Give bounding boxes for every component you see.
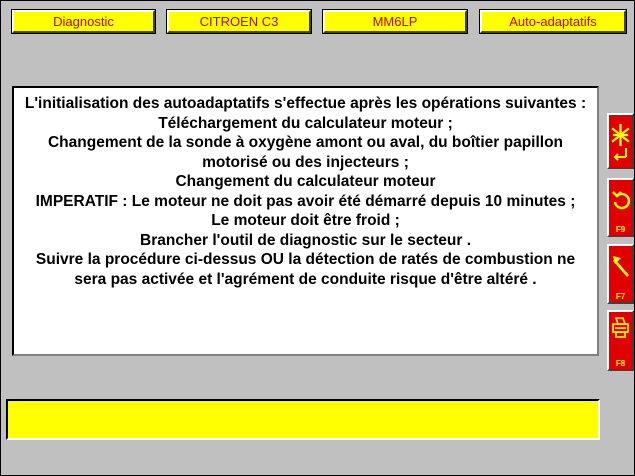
message-line: IMPERATIF : Le moteur ne doit pas avoir été démarré depuis 10 minutes ; xyxy=(35,192,576,210)
status-bar xyxy=(6,399,600,440)
print-button[interactable] xyxy=(607,310,634,371)
f8-key-label: F8 xyxy=(615,359,626,368)
print-icon xyxy=(609,312,632,356)
tab-vehicle[interactable]: CITROEN C3 xyxy=(167,10,311,33)
message-line: Brancher l'outil de diagnostic sur le secteur . xyxy=(140,231,471,249)
message-line: Suivre la procédure ci-dessus OU la détection de ratés de combustion ne sera pas activée et l'agrément de conduite risque d'être altéré . xyxy=(35,251,576,288)
tab-diagnostic[interactable]: Diagnostic xyxy=(12,10,155,33)
tab-auto-adaptatifs[interactable]: Auto-adaptatifs xyxy=(480,10,626,33)
f9-key-label: F9 xyxy=(615,225,626,234)
undo-button[interactable] xyxy=(607,178,634,237)
message-line: Changement du calculateur moteur xyxy=(175,173,436,190)
message-line: Téléchargement du calculateur moteur ; xyxy=(158,114,453,132)
select-button[interactable] xyxy=(607,244,634,304)
f7-key-label: F7 xyxy=(615,292,626,301)
escape-button[interactable] xyxy=(607,113,634,169)
tab-ecu[interactable]: MM6LP xyxy=(323,10,467,33)
escape-icon xyxy=(609,115,632,167)
message-line: Changement de la sonde à oxygène amont ou aval, du boîtier papillon motorisé ou des injecteurs ; xyxy=(47,134,564,171)
undo-arrow-icon xyxy=(609,180,632,224)
message-line: Le moteur doit être froid ; xyxy=(211,212,400,229)
diagonal-arrow-icon xyxy=(609,246,632,290)
message-line: L'initialisation des autoadaptatifs s'effectue après les opérations suivantes : xyxy=(24,95,587,112)
message-panel xyxy=(12,86,599,356)
